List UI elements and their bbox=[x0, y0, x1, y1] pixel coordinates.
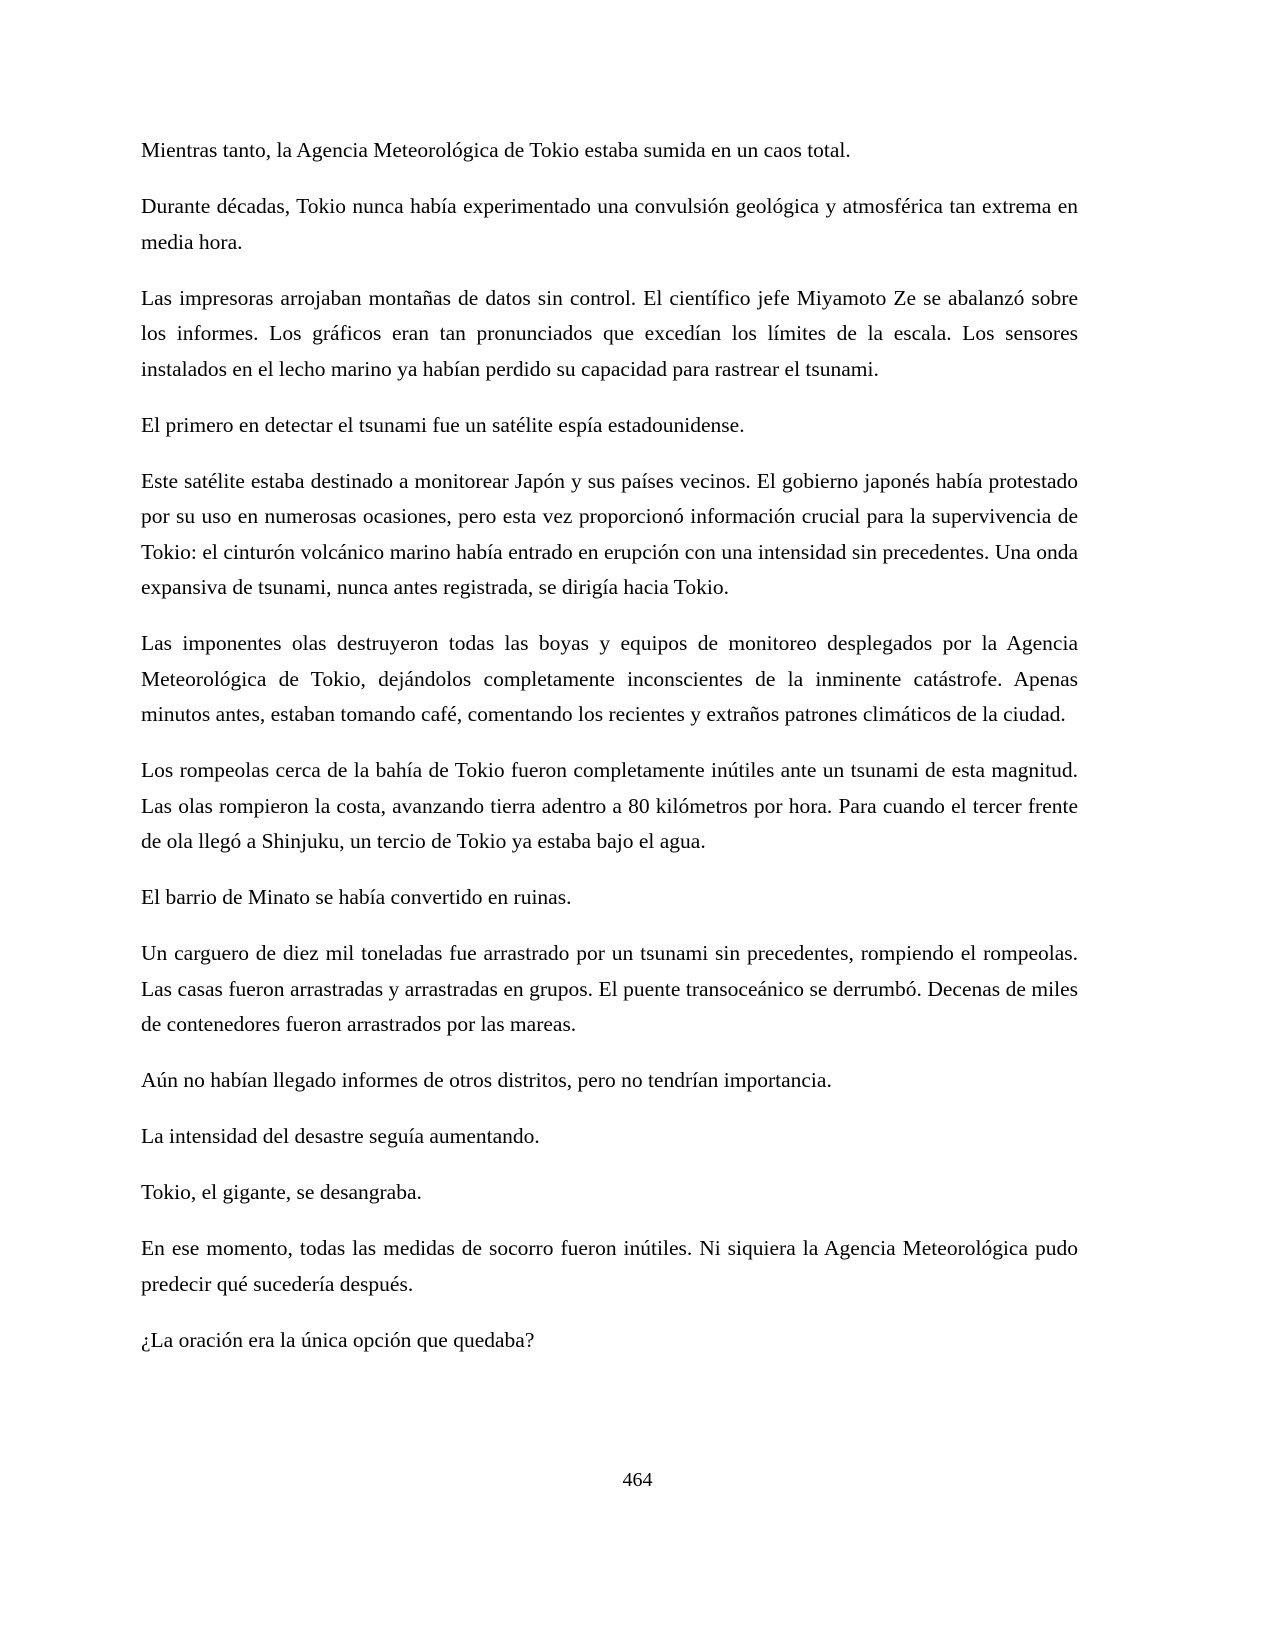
paragraph-13: En ese momento, todas las medidas de socorro fueron inútiles. Ni siquiera la Agencia Meteorológica pudo predecir qué sucedería después. bbox=[141, 1236, 1078, 1296]
page-number: 464 bbox=[622, 1469, 653, 1491]
paragraph-12: Tokio, el gigante, se desangraba. bbox=[141, 1180, 422, 1204]
paragraph-11: La intensidad del desastre seguía aumentando. bbox=[141, 1124, 540, 1148]
page-body-text bbox=[141, 133, 1078, 1358]
paragraph-4: El primero en detectar el tsunami fue un satélite espía estadounidense. bbox=[141, 412, 745, 437]
paragraph-14: ¿La oración era la única opción que quedaba? bbox=[141, 1327, 535, 1352]
paragraph-5: Este satélite estaba destinado a monitorear Japón y sus países vecinos. El gobierno japonés había protestado por su uso en numerosas ocasiones, pero esta vez proporcionó información crucial para la supervivencia de Tokio: el cinturón volcánico marino había entrado en erupción con una intensidad sin precedentes. Una onda expansiva de tsunami, nunca antes registrada, se dirigía hacia Tokio. bbox=[141, 468, 1078, 599]
paragraph-1: Mientras tanto, la Agencia Meteorológica de Tokio estaba sumida en un caos total. bbox=[141, 138, 851, 162]
page-footer bbox=[0, 1468, 1275, 1492]
paragraph-2: Durante décadas, Tokio nunca había experimentado una convulsión geológica y atmosférica tan extrema en media hora. bbox=[141, 194, 1078, 254]
paragraph-9: Un carguero de diez mil toneladas fue arrastrado por un tsunami sin precedentes, rompiendo el rompeolas. Las casas fueron arrastradas y arrastradas en grupos. El puente transoceánico se derrumbó. Decenas de miles de contenedores fueron arrastrados por las mareas. bbox=[141, 941, 1078, 1036]
paragraph-10: Aún no habían llegado informes de otros distritos, pero no tendrían importancia. bbox=[141, 1068, 832, 1092]
paragraph-3: Las impresoras arrojaban montañas de datos sin control. El científico jefe Miyamoto Ze se abalanzó sobre los informes. Los gráficos eran tan pronunciados que excedían los límites de la escala. Los sensores instalados en el lecho marino ya habían perdido su capacidad para rastrear el tsunami. bbox=[141, 285, 1078, 381]
paragraph-8: El barrio de Minato se había convertido en ruinas. bbox=[141, 885, 572, 909]
paragraph-7: Los rompeolas cerca de la bahía de Tokio fueron completamente inútiles ante un tsunami de esta magnitud. Las olas rompieron la costa, avanzando tierra adentro a 80 kilómetros por hora. Para cuando el tercer frente de ola llegó a Shinjuku, un tercio de Tokio ya estaba bajo el agua. bbox=[141, 758, 1078, 853]
paragraph-6: Las imponentes olas destruyeron todas las boyas y equipos de monitoreo desplegados por la Agencia Meteorológica de Tokio, dejándolos completamente inconscientes de la inminente catástrofe. Apenas minutos antes, estaban tomando café, comentando los recientes y extraños patrones climáticos de la ciudad. bbox=[141, 631, 1078, 726]
